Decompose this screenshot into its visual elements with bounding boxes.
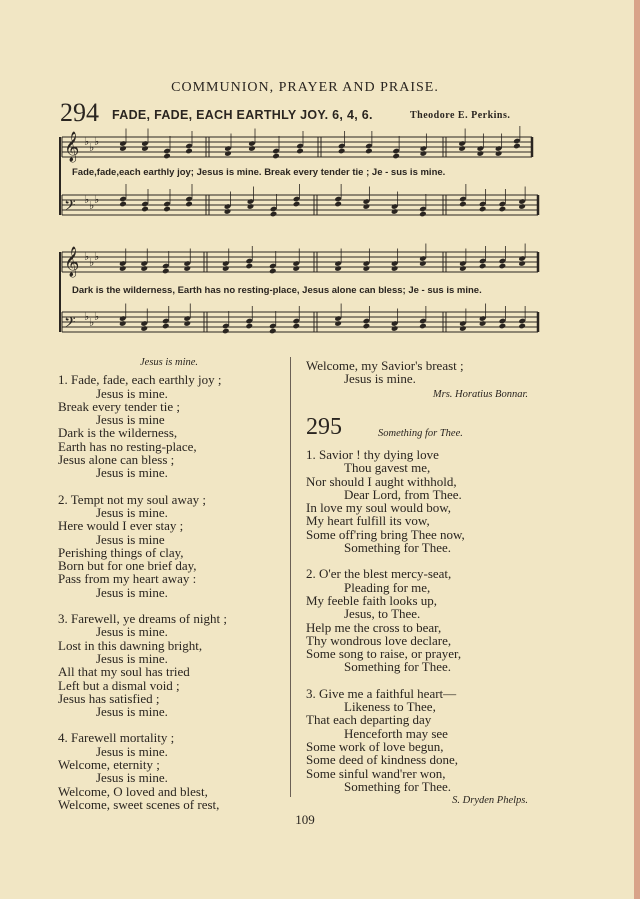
note-head [224, 150, 232, 157]
note-head [185, 148, 193, 155]
stanza-line: Here would I ever stay ; [58, 518, 184, 534]
note-head [391, 265, 399, 272]
hymn-295-text [306, 448, 546, 807]
note-head [499, 263, 507, 270]
note-head [292, 265, 300, 272]
note-head [245, 263, 253, 270]
note-head [292, 323, 300, 330]
stanza-line: Welcome, my Savior's breast ; [306, 358, 464, 373]
stanza-line: Welcome, sweet scenes of rest, [58, 796, 220, 812]
stanza-2 [306, 567, 546, 673]
stanza-line: Jesus is mine. [96, 770, 168, 786]
flat-icon: ♭ [84, 135, 90, 148]
page-header: COMMUNION, PRAYER AND PRAISE. [171, 80, 439, 95]
stanza-line: 2. Tempt not my soul away ; [58, 491, 206, 507]
note-head [272, 153, 280, 160]
flat-icon: ♭ [94, 250, 100, 263]
note-head [224, 208, 232, 215]
refrain-label: Jesus is mine. [140, 357, 199, 368]
stanza-line: Earth has no resting-place, [58, 438, 197, 454]
stanza-line: Jesus is mine. [96, 465, 168, 481]
note-head [270, 211, 278, 218]
note-head [183, 320, 191, 327]
note-head [140, 265, 148, 272]
note-head [334, 201, 342, 208]
stanza-3 [58, 612, 298, 718]
note-head [162, 268, 170, 275]
stanza-line: All that my soul has tried [58, 664, 190, 680]
author-294: Mrs. Horatius Bonnar. [432, 388, 528, 400]
stanza-2 [58, 493, 298, 599]
stanza-4 [58, 731, 298, 811]
note-head [477, 150, 485, 157]
note-head [247, 203, 255, 210]
note-head [119, 145, 127, 152]
stanza-line: Dark is the wilderness, [58, 425, 178, 441]
note-head [141, 145, 149, 152]
flat-icon: ♭ [89, 316, 95, 329]
sheet-music [0, 0, 640, 360]
stanza-1 [306, 448, 546, 554]
note-head [163, 153, 171, 160]
note-head [419, 323, 427, 330]
note-head [391, 325, 399, 332]
stanza-line: My feeble faith looks up, [306, 592, 438, 608]
flat-icon: ♭ [94, 135, 100, 148]
note-head [363, 203, 371, 210]
bass-clef-icon: 𝄢 [64, 197, 76, 218]
note-head [459, 265, 467, 272]
note-head [518, 323, 526, 330]
stanza-line: Jesus is mine [96, 412, 165, 428]
bass-clef-icon: 𝄢 [64, 314, 76, 335]
note-head [495, 150, 503, 157]
note-head [338, 148, 346, 155]
stanza-line: Some work of love begun, [306, 738, 444, 754]
flat-icon: ♭ [94, 310, 100, 323]
stanza-line: Break every tender tie ; [58, 398, 180, 414]
flat-icon: ♭ [84, 193, 90, 206]
stanza-line: Help me the cross to bear, [306, 619, 442, 635]
note-head [419, 260, 427, 267]
flat-icon: ♭ [84, 250, 90, 263]
stanza-line: Welcome, O loved and blest, [58, 783, 208, 799]
stanza-line: In love my soul would bow, [306, 500, 452, 516]
note-head [119, 320, 127, 327]
note-head [458, 145, 466, 152]
stanza-line: Jesus alone can bless ; [58, 452, 175, 468]
note-head [459, 325, 467, 332]
stanza-line: Thou gavest me, [344, 460, 431, 476]
stanza-line: 3. Farewell, ye dreams of night ; [58, 611, 227, 627]
note-head [513, 143, 521, 150]
note-head [334, 320, 342, 327]
stanza-line: Some song to raise, or prayer, [306, 646, 462, 662]
stanza-line: 4. Farewell mortality ; [58, 730, 175, 746]
stanza-line: Some off'ring bring Thee now, [306, 526, 465, 542]
note-head [479, 206, 487, 213]
tune-title: FADE, FADE, EACH EARTHLY JOY. 6, 4, 6. [112, 108, 373, 122]
note-head [163, 206, 171, 213]
note-head [222, 265, 230, 272]
stanza-line: Some deed of kindness done, [306, 752, 459, 768]
stanza-line: Something for Thee. [344, 778, 451, 794]
stanza-line: Welcome, eternity ; [58, 757, 160, 773]
stanza-line: My heart fulfill its vow, [306, 513, 430, 529]
stanza-line: Pass from my heart away : [58, 571, 197, 587]
stanza-line: 3. Give me a faithful heart— [306, 685, 457, 701]
note-head [499, 206, 507, 213]
stanza-line: Nor should I aught withhold, [306, 473, 457, 489]
stanza-line: Jesus is mine. [96, 504, 168, 520]
note-head [499, 323, 507, 330]
stanza-1 [58, 373, 298, 479]
note-head [140, 325, 148, 332]
left-column [58, 356, 298, 811]
stanza-line: Likeness to Thee, [344, 699, 436, 715]
treble-clef-icon: 𝄞 [64, 132, 80, 162]
note-head [162, 323, 170, 330]
stanza-line: 1. Savior ! thy dying love [306, 447, 439, 462]
note-head [420, 150, 428, 157]
stanza-line: Jesus is mine. [96, 650, 168, 666]
stanza-line: Some sinful wand'rer won, [306, 765, 446, 781]
note-head [479, 263, 487, 270]
lyrics-system-2: Dark is the wilderness, Earth has no resting-place, Jesus alone can bless; Je - sus is mine. [72, 285, 482, 296]
stanza-line: Pleading for me, [344, 579, 431, 595]
note-head [391, 208, 399, 215]
stanza-line: Henceforth may see [344, 725, 448, 741]
author-295: S. Dryden Phelps. [452, 795, 528, 807]
note-head [363, 323, 371, 330]
stanza-line: That each departing day [306, 712, 432, 728]
stanza-line: Jesus is mine [96, 531, 165, 547]
stanza-line: Dear Lord, from Thee. [344, 486, 462, 502]
page-number: 109 [295, 812, 315, 827]
stanza-line: Jesus is mine. [96, 624, 168, 640]
flat-icon: ♭ [89, 256, 95, 269]
flat-icon: ♭ [84, 310, 90, 323]
note-head [248, 145, 256, 152]
column-divider [290, 357, 291, 797]
note-head [183, 265, 191, 272]
note-head [222, 328, 230, 335]
stanza-line: Something for Thee. [344, 659, 451, 675]
stanza-line: Thy wondrous love declare, [306, 632, 452, 648]
note-head [245, 323, 253, 330]
note-head [269, 268, 277, 275]
note-head [296, 148, 304, 155]
right-column [306, 359, 546, 401]
note-head [269, 328, 277, 335]
stanza-line: Jesus is mine. [96, 584, 168, 600]
stanza-line: Jesus, to Thee. [344, 606, 421, 622]
stanza-line: Jesus is mine. [96, 704, 168, 720]
note-head [479, 320, 487, 327]
stanza-line: 2. O'er the blest mercy-seat, [306, 566, 452, 582]
flat-icon: ♭ [89, 141, 95, 154]
note-head [185, 201, 193, 208]
stanza-line: Something for Thee. [344, 540, 451, 556]
note-head [363, 265, 371, 272]
hymn-number-295: 295 [306, 414, 342, 440]
stanza-3 [306, 687, 546, 793]
note-head [419, 211, 427, 218]
stanza-line: Jesus is mine. [96, 385, 168, 401]
treble-clef-icon: 𝄞 [64, 247, 80, 277]
note-head [392, 153, 400, 160]
stanza-line: Jesus is mine. [344, 371, 416, 387]
composer: Theodore E. Perkins. [410, 110, 511, 121]
lyrics-system-1: Fade,fade,each earthly joy; Jesus is mine. Break every tender tie ; Je - sus is mine. [72, 167, 446, 178]
note-head [119, 201, 127, 208]
flat-icon: ♭ [94, 193, 100, 206]
note-head [518, 260, 526, 267]
hymn-title-295: Something for Thee. [378, 428, 463, 439]
note-head [518, 203, 526, 210]
note-head [365, 148, 373, 155]
stanza-line: Born but for one brief day, [58, 558, 197, 574]
flat-icon: ♭ [89, 199, 95, 212]
stanza-line: Lost in this dawning bright, [58, 637, 203, 653]
stanza-line: 1. Fade, fade, each earthly joy ; [58, 372, 222, 388]
stanza-line: Perishing things of clay, [58, 544, 184, 560]
stanza-line: Jesus has satisfied ; [58, 690, 160, 706]
note-head [141, 206, 149, 213]
note-head [119, 265, 127, 272]
stanza-line: Jesus is mine. [96, 743, 168, 759]
stanza-line: Left but a dismal void ; [58, 677, 180, 693]
note-head [334, 265, 342, 272]
hymn-number-294: 294 [60, 98, 99, 127]
note-head [459, 201, 467, 208]
note-head [293, 201, 301, 208]
